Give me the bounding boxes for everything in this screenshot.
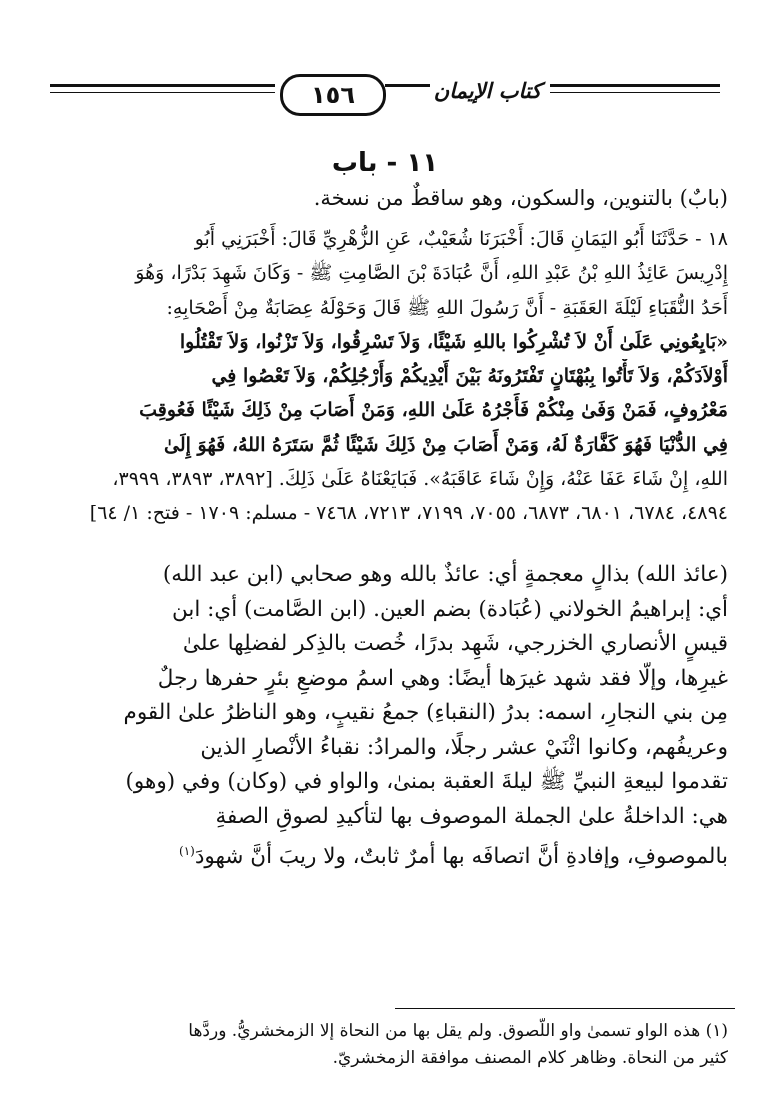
commentary-line: مِن بني النجارِ، اسمه: بدرُ (النقباءِ) جمعُ نقيبٍ، وهو الناظرُ علىٰ القوم [123,700,728,725]
commentary-line: أي: إبراهيمُ الخولاني (عُبَادة) بضم العين. (ابن الصَّامت) أي: ابن [172,596,728,622]
hadith-text [42,222,728,531]
commentary-text [42,558,728,875]
commentary-line-text: بالموصوفِ، وإفادةِ أنَّ اتصافَه بها أمرٌ ثابتٌ، ولا ريبَ أنَّ شهودَ [194,844,728,870]
commentary-line-last [42,834,728,875]
commentary-line: (عائذ الله) بذالٍ معجمةٍ أي: عائذٌ بالله وهو صحابي (ابن عبد الله) [162,562,728,587]
footnote-line: كثير من النحاة. وظاهر كلام المصنف موافقة الزمخشريّ. [332,1048,728,1068]
hadith-line: فِي الدُّنْيَا فَهُوَ كَفَّارَةٌ لَهُ، وَمَنْ أَصَابَ مِنْ ذَلِكَ شَيْئًا ثُمَّ سَتَرَهُ اللهُ، فَهُوَ إِلَىٰ [164,433,728,456]
header-rule-left-thin [50,92,275,93]
hadith-references: ٤٨٩٤، ٦٧٨٤، ٦٨٠١، ٦٨٧٣، ٧٠٥٥، ٧١٩٩، ٧٢١٣، ٧٤٦٨ - مسلم: ١٧٠٩ - فتح: ١/ ٦٤] [89,502,728,525]
header-rule-mid [385,84,430,87]
footnote-line: (١) هذه الواو تسمىٰ واو اللُّصوق. ولم يقل بها من النحاة إلا الزمخشريُّ. وردَّها [188,1021,728,1041]
footnote-divider [395,1008,735,1009]
header-rule-left [50,84,275,87]
commentary-line: غيرِها، وإلَّا فقد شهد غيرَها أيضًا: وهي اسمُ موضعِ بئرٍ حفرها رجلٌ [157,665,728,691]
commentary-line: تقدموا لبيعةِ النبيِّ ﷺ ليلةَ العقبة بمنىٰ، والواو في (وكان) وفي (وهو) [125,769,728,794]
hadith-line: مَعْرُوفٍ، فَمَنْ وَفَىٰ مِنْكُمْ فَأَجْرُهُ عَلَىٰ اللهِ، وَمَنْ أَصَابَ مِنْ ذَلِكَ شَيْئًا فَعُوقِبَ [139,399,728,422]
chapter-heading: ١١ - باب [331,148,439,178]
footnote [42,1018,728,1072]
commentary-line: قيسٍ الأنصاري الخزرجي، شَهِد بدرًا، خُصت بالذِكر لفضلِها علىٰ [182,631,728,656]
commentary-line: هي: الداخلةُ علىٰ الجملة الموصوف بها لتأكيدِ لصوقِ الصفةِ [215,803,728,829]
page-header [40,70,730,120]
hadith-line: أَوْلاَدَكُمْ، وَلاَ تَأْتُوا بِبُهْتَانٍ تَفْتَرُونَهُ بَيْنَ أَيْدِيكُمْ وَأَرْجُلِكُمْ، وَلاَ تَعْصُوا فِي [211,365,728,388]
footnote-reference[interactable]: (١) [179,844,195,858]
commentary-line: وعريفُهم، وكانوا اثْنَيْ عشر رجلًا، والمرادُ: نقباءُ الأنْصارِ الذين [200,734,728,760]
page-number: ١٥٦ [280,74,386,116]
chapter-intro: (بابٌ) بالتنوين، والسكون، وهو ساقطٌ من نسخة. [313,186,728,210]
hadith-line: إِدْرِيسَ عَائِذُ اللهِ بْنُ عَبْدِ اللهِ، أَنَّ عُبَادَةَ بْنَ الصَّامِتِ ﷺ - وَكَانَ شَهِدَ بَدْرًا، وَهُوَ [135,262,728,285]
header-rule-right [550,84,720,87]
book-title: كتاب الإيمان [433,78,542,103]
header-rule-right-thin [550,92,720,93]
hadith-line: اللهِ، إِنْ شَاءَ عَفَا عَنْهُ، وَإِنْ شَاءَ عَاقَبَهُ». فَبَايَعْنَاهُ عَلَىٰ ذَلِكَ. [٣٨٩٢، ٣٨٩٣، ٣٩٩٩، [112,468,728,491]
hadith-line: ١٨ - حَدَّثَنَا أَبُو اليَمَانِ قَالَ: أَخْبَرَنَا شُعَيْبٌ، عَنِ الزُّهْرِيِّ قَالَ: أَخْبَرَنِي أَبُو [194,228,728,250]
hadith-line: «بَايِعُونِي عَلَىٰ أَنْ لاَ تُشْرِكُوا باللهِ شَيْئًا، وَلاَ تَسْرِقُوا، وَلاَ تَزْنُوا، وَلاَ تَقْتُلُوا [179,330,728,353]
hadith-line: أَحَدُ النُّقَبَاءِ لَيْلَةَ العَقَبَةِ - أَنَّ رَسُولَ اللهِ ﷺ قَالَ وَحَوْلَهُ عِصَابَةٌ مِنْ أَصْحَابِهِ: [166,296,728,319]
